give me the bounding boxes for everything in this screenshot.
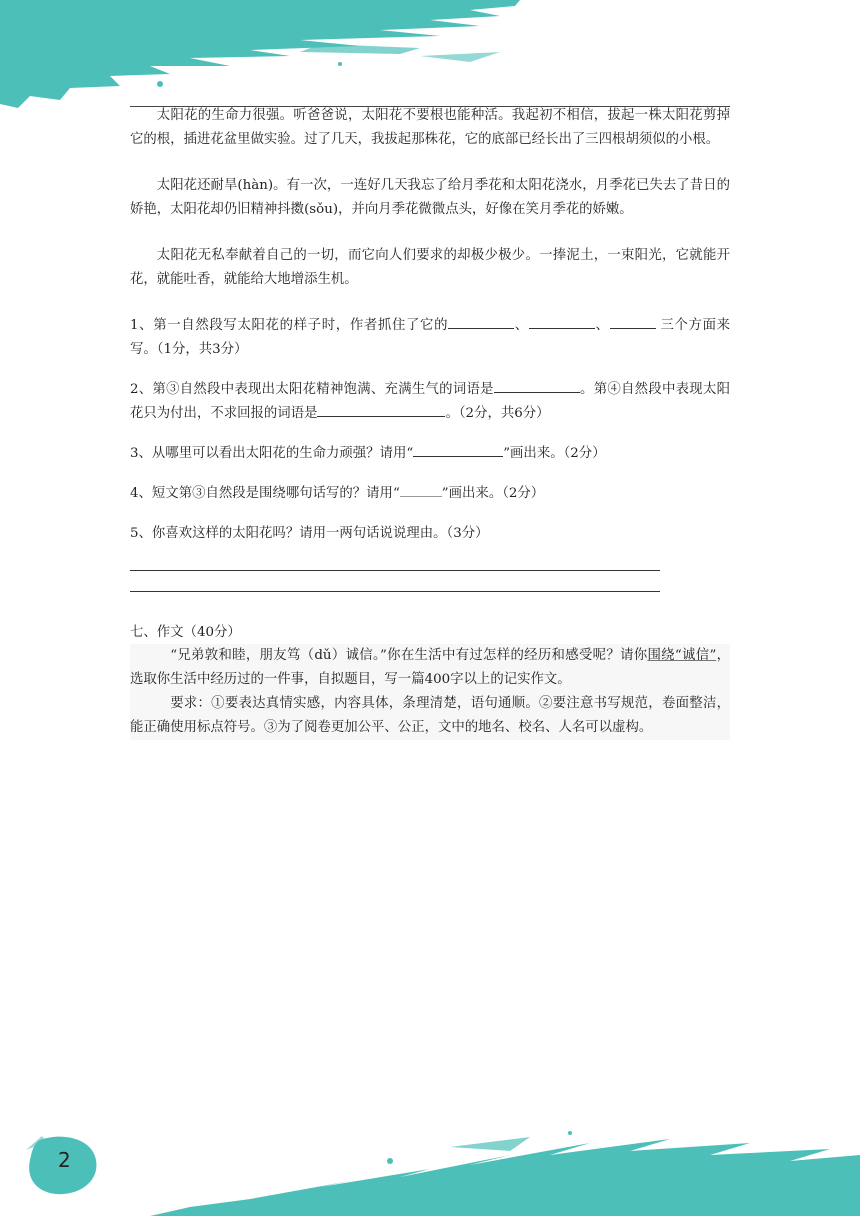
question-4-text: 4、短文第③自然段是围绕哪句话写的？请用“ [130,486,400,501]
question-2-mid: 。第④自然段中表现太阳花只为付出，不求回报的词语是 [130,382,730,421]
composition-requirements: 要求：①要表达真情实感，内容具体，条理清楚，语句通顺。②要注意书写规范，卷面整洁，能正确使用标点符号。③为了阅卷更加公平、公正，文中的地名、校名、人名可以虚构。 [130,696,730,735]
question-5: 5、你喜欢这样的太阳花吗？请用一两句话说说理由。（3分） [130,526,489,541]
passage-paragraph-3: 太阳花还耐旱(hàn)。有一次，一连好几天我忘了给月季花和太阳花浇水，月季花已失去了昔日的娇艳，太阳花却仍旧精神抖擞(sǒu)，并向月季花微微点头，好像在笑月季花的娇嫩。 [130,178,730,217]
answer-blank[interactable] [448,314,514,329]
question-1-text: 1、第一自然段写太阳花的样子时，作者抓住了它的 [130,318,449,333]
answer-blank[interactable] [529,314,595,329]
brush-stroke-bottom [150,1125,860,1216]
question-2 [130,378,730,426]
question-1-sep: 、 [594,318,610,333]
question-4 [130,482,730,506]
passage-paragraph-2: 太阳花的生命力很强。听爸爸说，太阳花不要根也能种活。我起初不相信，拔起一株太阳花剪掉它的根，插进花盆里做实验。过了几天，我拔起那株花，它的底部已经长出了三四根胡须似的小根。 [130,108,730,147]
answer-line[interactable] [130,570,660,571]
question-2-text: 2、第③自然段中表现出太阳花精神饱满、充满生气的词语是 [130,382,494,397]
passage-paragraph-4: 太阳花无私奉献着自己的一切，而它向人们要求的却极少极少。一捧泥土，一束阳光，它就能开花，就能吐香，就能给大地增添生机。 [130,248,730,287]
question-1-tail: 三个方面来写。（1分，共3分） [130,318,731,357]
question-3 [130,442,730,466]
composition-prompt-text: “兄弟敦和睦，朋友笃（dǔ）诚信。”你在生活中有过怎样的经历和感受呢？请你 [170,648,648,663]
brush-stroke-top [0,0,520,110]
line-sample [413,442,503,457]
answer-blank[interactable] [610,314,656,329]
page-number: 2 [58,1148,71,1172]
exam-content [130,104,730,740]
composition-topic: 围绕“诚信” [647,648,717,663]
question-1-sep: 、 [514,318,529,333]
composition-title: 七、作文（40分） [130,625,241,640]
answer-blank[interactable] [494,378,580,393]
composition-prompt [130,644,730,692]
composition-prompt-tail: ，选取你生活中经历过的一件事，自拟题目，写一篇400字以上的记实作文。 [130,648,730,687]
composition-prompt-box [130,644,730,740]
question-3-text: 3、从哪里可以看出太阳花的生命力顽强？请用“ [130,446,414,461]
question-4-tail: ”画出来。（2分） [441,486,545,501]
line-sample [400,482,442,497]
answer-blank[interactable] [317,402,445,417]
question-2-tail: 。（2分，共6分） [445,406,550,421]
question-3-tail: ”画出来。（2分） [503,446,606,461]
question-1 [130,314,730,362]
